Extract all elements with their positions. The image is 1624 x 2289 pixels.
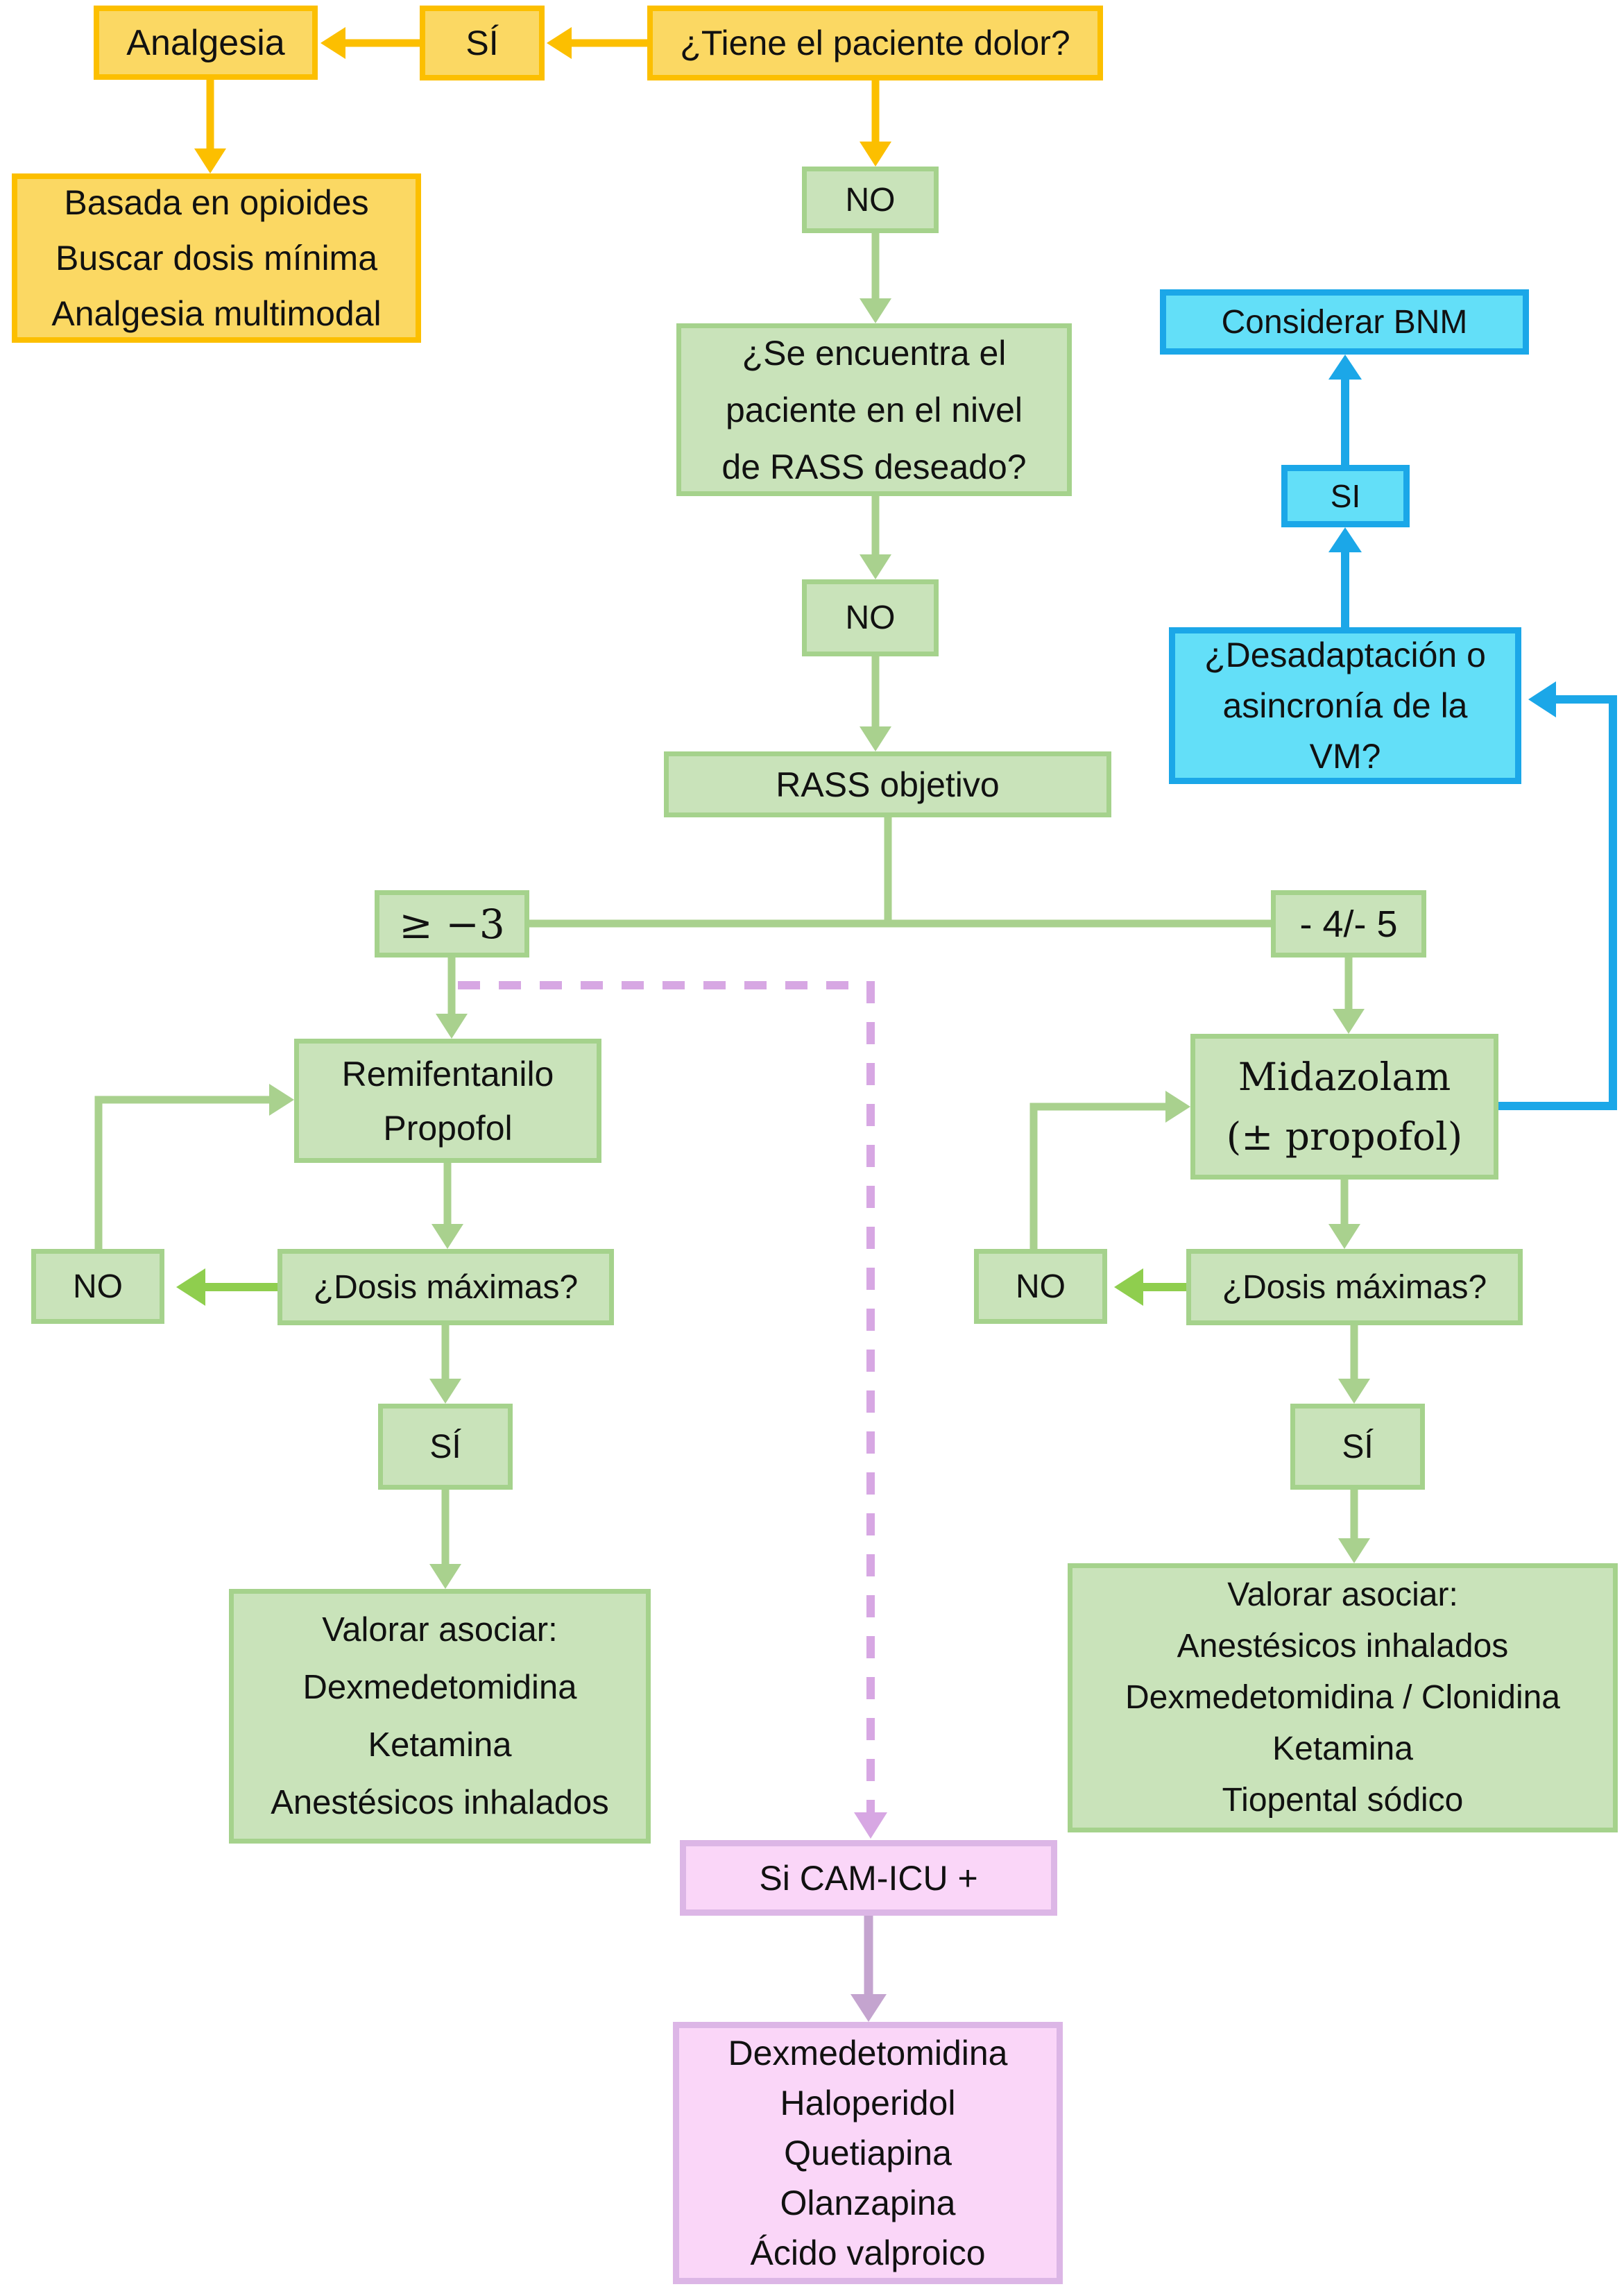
arrow-analgesia-down-head xyxy=(194,148,226,173)
midazolam-line: (± propofol) xyxy=(1226,1114,1463,1159)
delirium-line: Haloperidol xyxy=(780,2084,956,2122)
midazolam-line: Midazolam xyxy=(1238,1055,1451,1099)
valorar-left-line: Dexmedetomidina xyxy=(302,1668,577,1706)
valorar-left-line: Ketamina xyxy=(368,1726,512,1764)
node-rass-objetivo-label: RASS objetivo xyxy=(776,765,1000,804)
rass-nivel-line: paciente en el nivel xyxy=(725,390,1023,429)
node-no-right-label: NO xyxy=(1016,1268,1066,1305)
dashed-line-head xyxy=(854,1812,887,1839)
arrow-m45-down-head xyxy=(1333,1009,1365,1034)
arrow-no1-down-head xyxy=(860,298,891,323)
arrow-siR-down-head xyxy=(1338,1538,1370,1563)
arrow-vm-to-si-head xyxy=(1328,527,1362,552)
arrow-si-to-analgesia-head xyxy=(320,27,345,59)
valorar-right-line: Anestésicos inhalados xyxy=(1177,1628,1509,1665)
arrow-siL-down-head xyxy=(429,1564,461,1589)
node-analgesia-detalle xyxy=(12,173,421,343)
opioides-line: Buscar dosis mínima xyxy=(55,239,378,278)
node-analgesia xyxy=(94,6,318,80)
node-rass-nivel xyxy=(676,323,1072,496)
node-rass-menos4-menos5 xyxy=(1271,890,1426,958)
arrow-remi-down-head xyxy=(431,1224,463,1249)
node-rass-objetivo xyxy=(664,751,1111,817)
arrow-tiene-to-si-head xyxy=(547,27,572,59)
remifentanilo-line: Propofol xyxy=(383,1108,513,1148)
valorar-left-line: Valorar asociar: xyxy=(322,1610,558,1649)
arrow-dosisR-down-head xyxy=(1338,1379,1370,1404)
node-no-left xyxy=(31,1249,164,1324)
valorar-right-line: Valorar asociar: xyxy=(1227,1576,1458,1613)
node-analgesia-label: Analgesia xyxy=(126,22,285,63)
arrow-midaz-down-head xyxy=(1328,1224,1360,1249)
node-si-pain xyxy=(420,6,545,80)
valorar-right-line: Tiopental sódico xyxy=(1222,1782,1464,1819)
arrow-dosisR-to-no-head xyxy=(1114,1268,1143,1306)
arrow-gte3-down-head xyxy=(436,1014,468,1039)
node-si-bnm xyxy=(1281,465,1410,527)
valorar-right-line: Ketamina xyxy=(1272,1730,1413,1767)
node-no-right xyxy=(974,1249,1107,1324)
node-cam-icu-label: Si CAM-ICU + xyxy=(759,1858,978,1898)
node-considerar-bnm-label: Considerar BNM xyxy=(1221,303,1468,341)
node-considerar-bnm xyxy=(1160,289,1529,355)
node-no-dolor xyxy=(802,167,939,233)
node-si-right xyxy=(1290,1404,1425,1490)
delirium-line: Quetiapina xyxy=(784,2134,952,2172)
node-dosis-maximas-right-label: ¿Dosis máximas? xyxy=(1222,1268,1487,1306)
remifentanilo-line: Remifentanilo xyxy=(341,1054,554,1094)
arrow-rassnivel-down-head xyxy=(860,554,891,579)
node-rass-menos4-menos5-label: - 4/- 5 xyxy=(1299,903,1398,945)
vm-line: VM? xyxy=(1309,736,1381,776)
loop-left-head xyxy=(269,1084,294,1116)
delirium-line: Dexmedetomidina xyxy=(728,2034,1008,2073)
loop-right-line xyxy=(1034,1107,1168,1249)
loop-midazolam-to-vm-head xyxy=(1528,681,1556,717)
node-si-left xyxy=(378,1404,513,1490)
node-no-rass xyxy=(802,579,939,656)
vm-line: asincronía de la xyxy=(1222,686,1468,725)
arrow-no2-down-head xyxy=(860,726,891,751)
node-rass-gte-menos3 xyxy=(375,890,529,958)
rass-nivel-line: ¿Se encuentra el xyxy=(742,333,1007,373)
arrow-si-to-bnm-head xyxy=(1328,355,1362,380)
node-rass-gte-menos3-label: ≥ −3 xyxy=(399,900,505,948)
opioides-line: Basada en opioides xyxy=(64,183,369,222)
arrow-dosisL-to-no-head xyxy=(176,1268,205,1306)
delirium-line: Olanzapina xyxy=(780,2184,956,2222)
node-no-left-label: NO xyxy=(73,1268,123,1305)
arrow-camicu-down-head xyxy=(851,1994,887,2022)
valorar-right-line: Dexmedetomidina / Clonidina xyxy=(1125,1679,1560,1716)
node-dosis-maximas-left xyxy=(277,1249,614,1325)
rass-nivel-line: de RASS deseado? xyxy=(721,447,1027,486)
loop-left-line xyxy=(99,1100,272,1249)
node-valorar-asociar-right xyxy=(1068,1563,1618,1832)
arrow-dosisL-down-head xyxy=(429,1379,461,1404)
node-valorar-asociar-left xyxy=(229,1589,651,1844)
node-dosis-maximas-right xyxy=(1186,1249,1523,1325)
valorar-left-line: Anestésicos inhalados xyxy=(271,1783,609,1821)
opioides-line: Analgesia multimodal xyxy=(51,294,382,333)
node-midazolam xyxy=(1190,1034,1498,1180)
node-si-left-label: SÍ xyxy=(429,1428,461,1465)
arrow-tiene-down-head xyxy=(860,142,891,167)
node-si-bnm-label: SI xyxy=(1330,478,1361,514)
vm-line: ¿Desadaptación o xyxy=(1204,635,1486,674)
delirium-line: Ácido valproico xyxy=(750,2233,986,2272)
node-desadaptacion-vm xyxy=(1169,627,1521,784)
node-no-rass-label: NO xyxy=(845,599,896,636)
node-no-dolor-label: NO xyxy=(845,181,896,219)
node-si-pain-label: SÍ xyxy=(465,24,499,62)
node-remifentanilo-propofol xyxy=(294,1039,601,1163)
node-tiene-dolor-label: ¿Tiene el paciente dolor? xyxy=(680,24,1070,62)
node-delirium-drugs xyxy=(673,2022,1063,2284)
node-cam-icu xyxy=(680,1840,1057,1916)
node-dosis-maximas-left-label: ¿Dosis máximas? xyxy=(313,1268,579,1306)
node-si-right-label: SÍ xyxy=(1342,1428,1374,1465)
node-tiene-dolor xyxy=(647,6,1103,80)
loop-right-head xyxy=(1165,1091,1190,1123)
